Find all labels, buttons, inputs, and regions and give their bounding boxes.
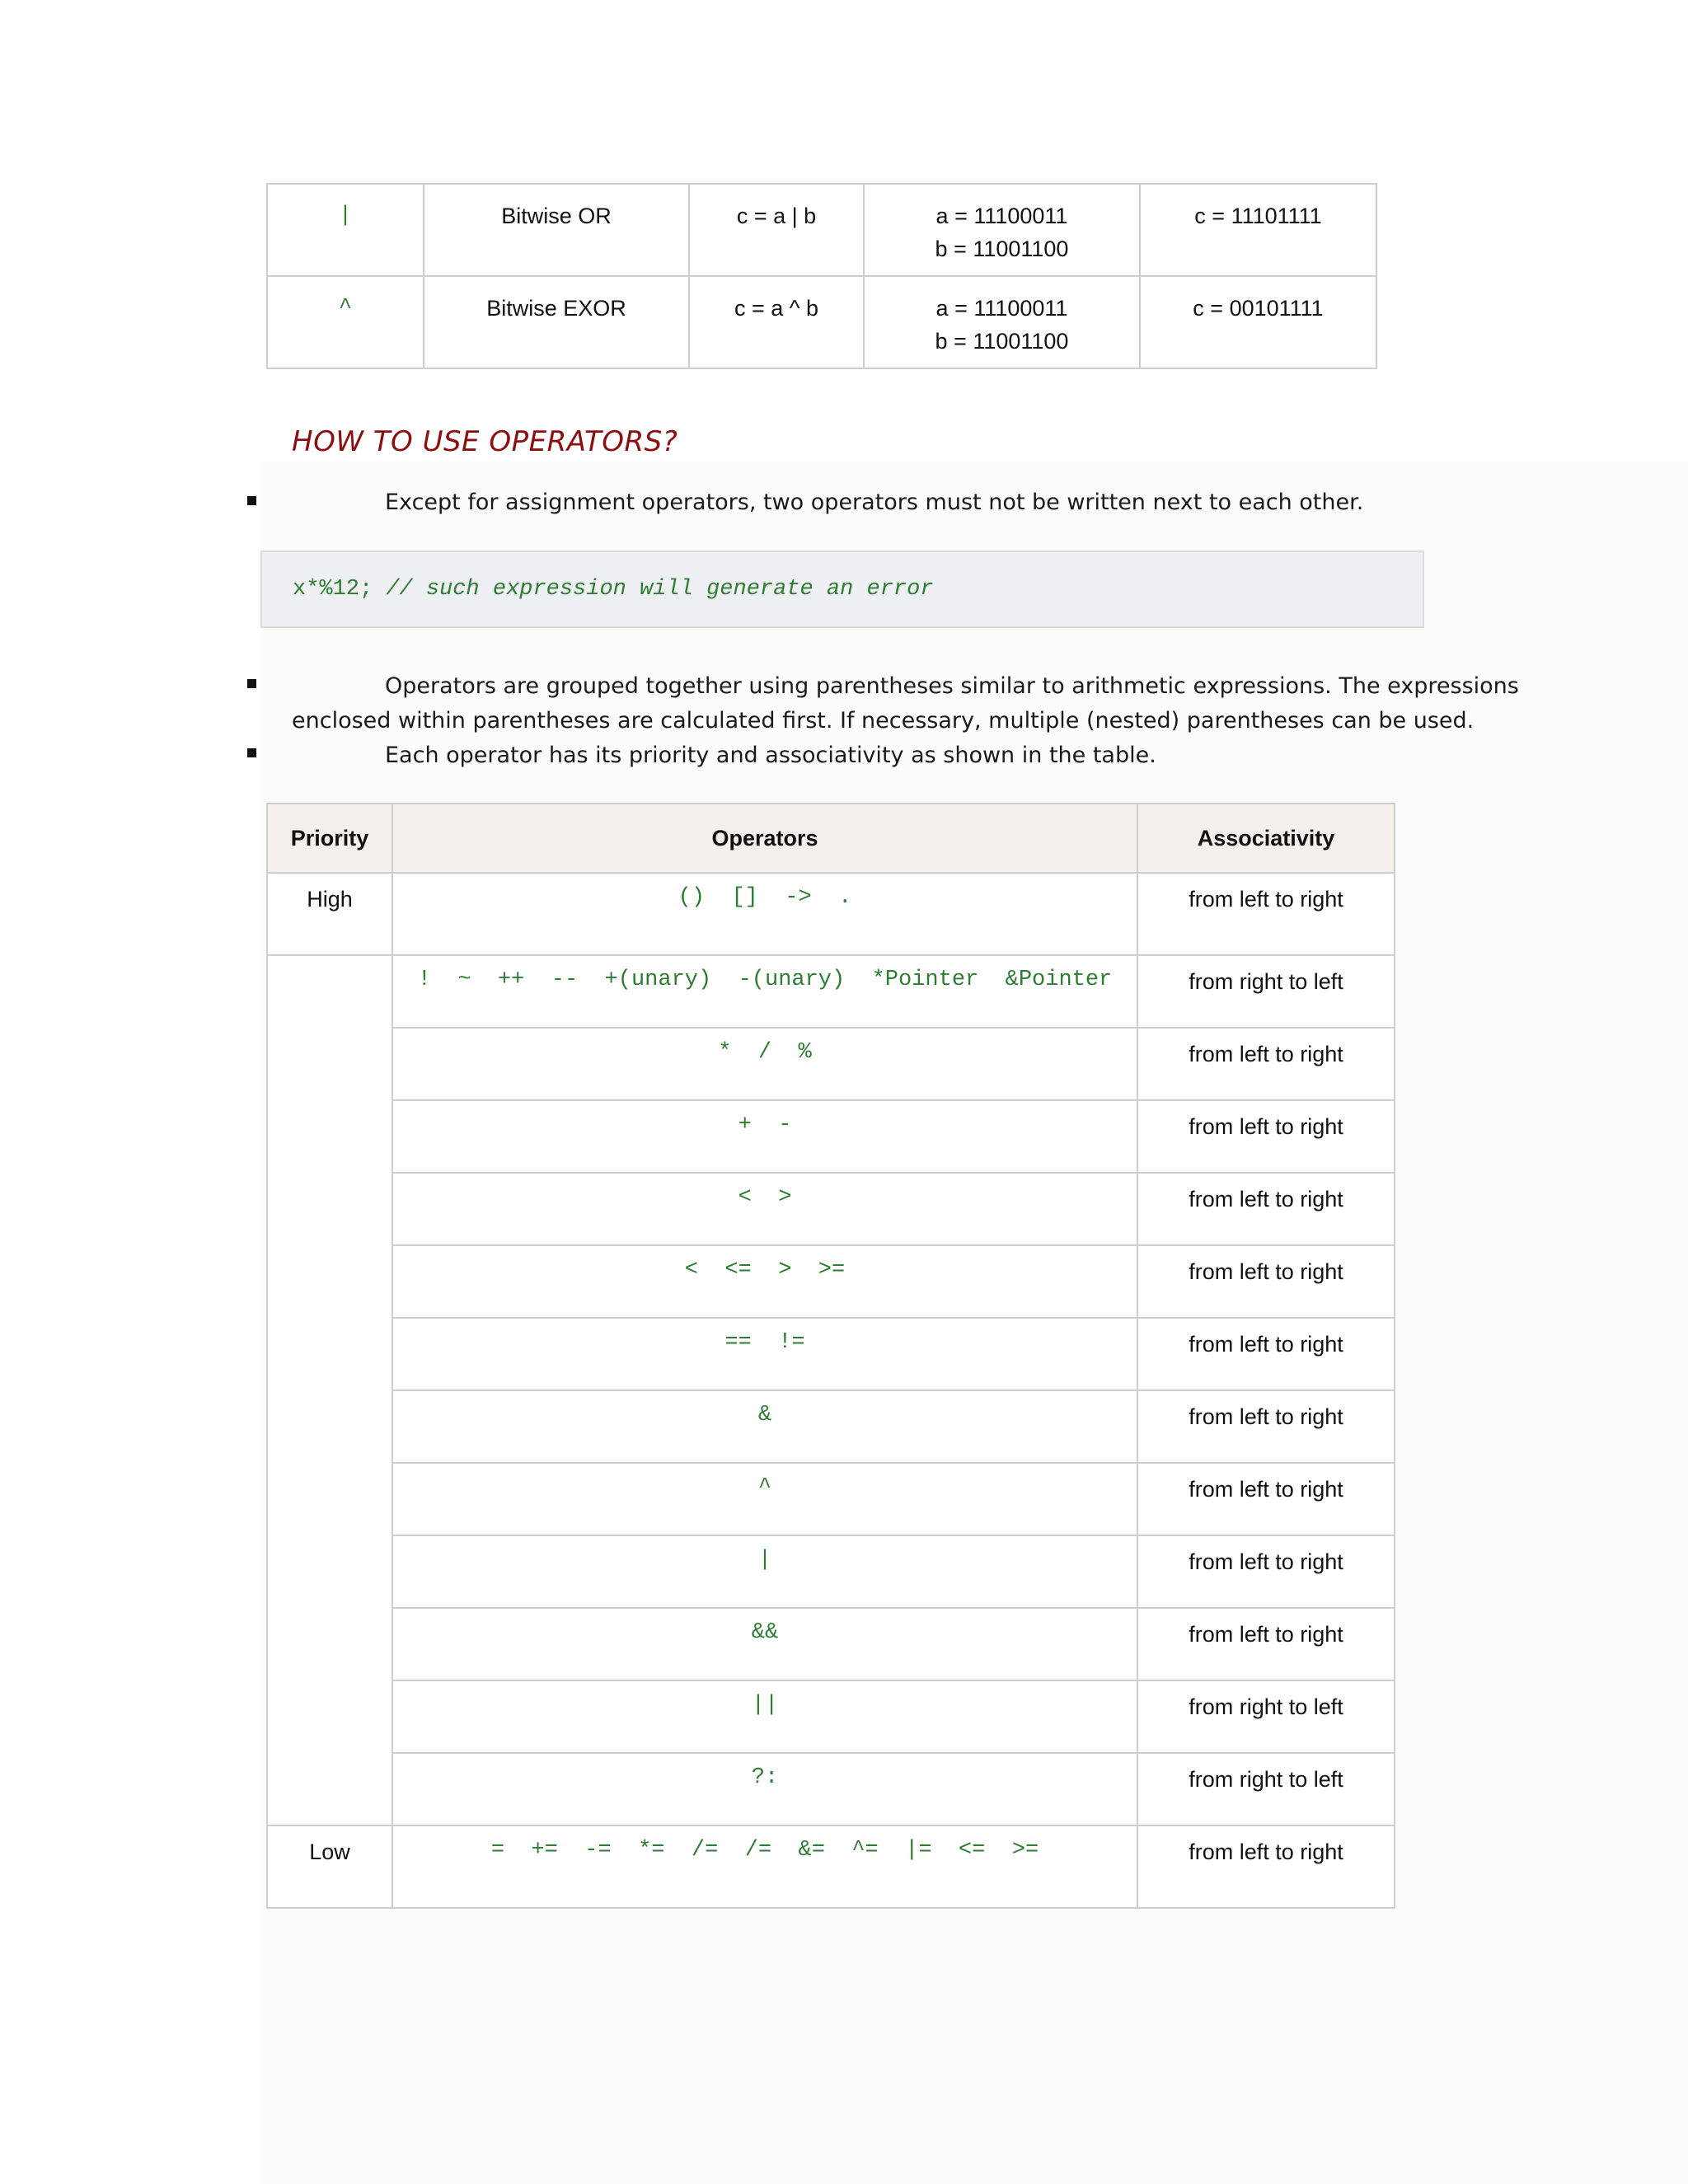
bullet-text-3: Each operator has its priority and associativity as shown in the table. [385,743,1156,768]
operators-cell: + - [392,1100,1137,1173]
code-statement: x*%12; [293,577,373,602]
operators-cell: | [392,1535,1137,1608]
table-header-row [267,804,1395,873]
operator-name: Bitwise EXOR [424,276,689,368]
operators-cell: < > [392,1173,1137,1245]
associativity-cell: from left to right [1137,1463,1395,1535]
associativity-cell: from left to right [1137,1245,1395,1318]
table-row [267,1245,1395,1318]
associativity-cell: from left to right [1137,1825,1395,1908]
operators-cell: < <= > >= [392,1245,1137,1318]
operation-result: c = 11101111 [1140,184,1376,276]
column-header-priority: Priority [267,804,392,873]
operators-cell: = += -= *= /= /= &= ^= |= <= >= [392,1825,1137,1908]
table-row [267,1535,1395,1608]
section-heading: HOW TO USE OPERATORS? [292,425,678,458]
operand-b: b = 11001100 [935,329,1069,354]
bullet-text-2-line2: enclosed within parentheses are calculated first. If necessary, multiple (nested) parentheses can be used. [292,708,1475,733]
operation-result: c = 00101111 [1140,276,1376,368]
operand-values [864,276,1140,368]
priority-middle-cell [267,955,392,1825]
operators-cell: & [392,1390,1137,1463]
column-header-operators: Operators [392,804,1137,873]
associativity-cell: from left to right [1137,1028,1395,1100]
bitwise-operators-table [266,183,1377,369]
associativity-cell: from right to left [1137,1680,1395,1753]
table-row [267,184,1376,276]
associativity-cell: from left to right [1137,873,1395,955]
code-example [260,551,1424,628]
associativity-cell: from left to right [1137,1608,1395,1680]
code-comment: // such expression will generate an error [386,577,934,602]
table-row [267,1390,1395,1463]
operand-values [864,184,1140,276]
operators-cell: ^ [392,1463,1137,1535]
bullet-icon [247,679,256,688]
operator-symbol: ^ [267,276,424,368]
operator-example: c = a ^ b [689,276,864,368]
table-row [267,1825,1395,1908]
associativity-cell: from left to right [1137,1390,1395,1463]
operator-priority-table [266,803,1395,1909]
operand-a: a = 11100011 [935,296,1068,321]
operators-cell: () [] -> . [392,873,1137,955]
table-row [267,1173,1395,1245]
operator-symbol: | [267,184,424,276]
bullet-icon [247,496,256,505]
table-row [267,1100,1395,1173]
operand-b: b = 11001100 [935,237,1069,261]
operators-cell: ! ~ ++ -- +(unary) -(unary) *Pointer &Pointer [392,955,1137,1028]
table-row [267,1463,1395,1535]
table-row [267,1318,1395,1390]
associativity-cell: from left to right [1137,1100,1395,1173]
table-row [267,1680,1395,1753]
associativity-cell: from left to right [1137,1318,1395,1390]
table-row [267,1608,1395,1680]
associativity-cell: from right to left [1137,1753,1395,1825]
table-row [267,955,1395,1028]
associativity-cell: from left to right [1137,1535,1395,1608]
priority-high-label: High [267,873,392,955]
table-row [267,276,1376,368]
table-row [267,1028,1395,1100]
bullet-icon [247,748,256,757]
priority-low-label: Low [267,1825,392,1908]
associativity-cell: from left to right [1137,1173,1395,1245]
operators-cell: ?: [392,1753,1137,1825]
operators-cell: == != [392,1318,1137,1390]
associativity-cell: from right to left [1137,955,1395,1028]
operator-example: c = a | b [689,184,864,276]
operators-cell: || [392,1680,1137,1753]
operators-cell: && [392,1608,1137,1680]
column-header-associativity: Associativity [1137,804,1395,873]
operator-name: Bitwise OR [424,184,689,276]
table-row [267,873,1395,955]
operators-cell: * / % [392,1028,1137,1100]
bullet-text-2-line1: Operators are grouped together using parentheses similar to arithmetic expressions. The expressions [385,673,1519,699]
bullet-text-1: Except for assignment operators, two operators must not be written next to each other. [385,490,1364,515]
operand-a: a = 11100011 [935,204,1068,228]
table-row [267,1753,1395,1825]
